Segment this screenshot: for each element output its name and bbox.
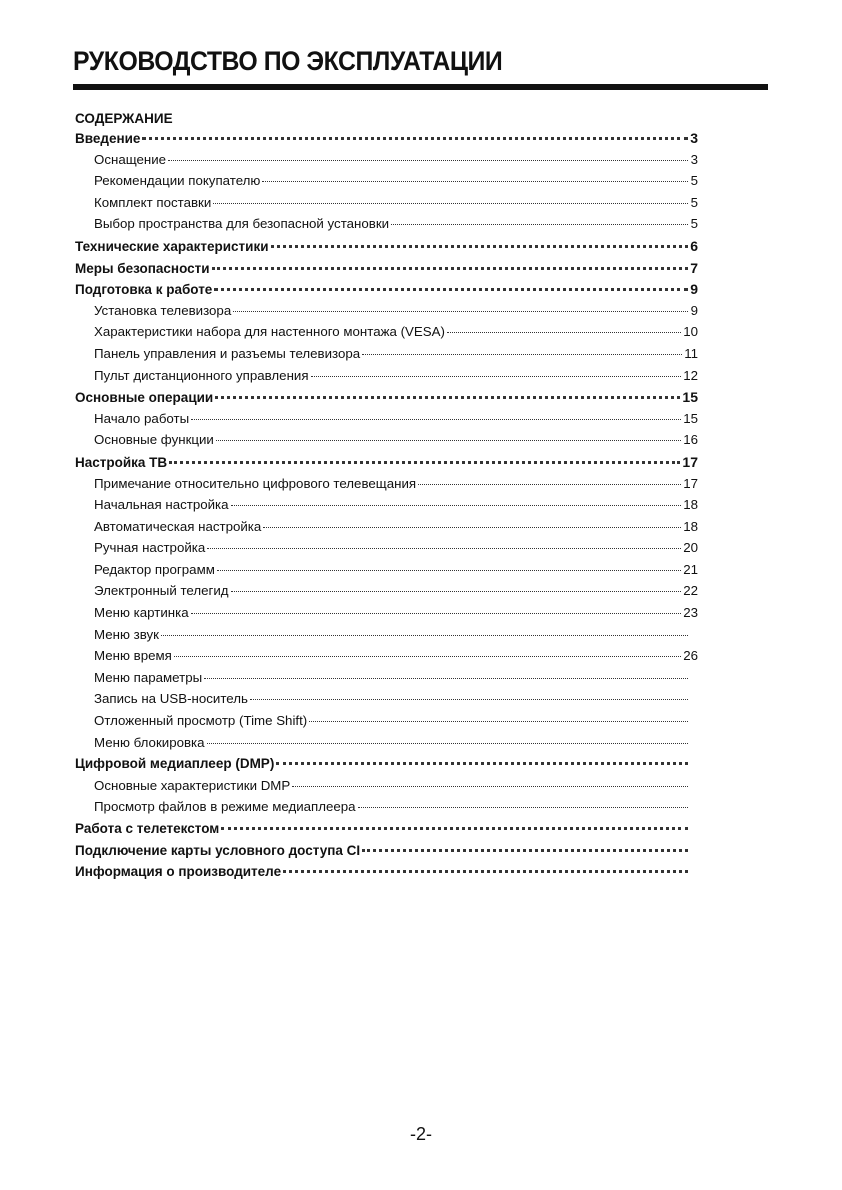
dot-leader [169, 461, 680, 464]
toc-entry-page: 6 [690, 237, 698, 254]
toc-subsection[interactable] [75, 368, 698, 390]
toc-entry-label: Начальная настройка [94, 497, 229, 513]
toc-entry-page: 3 [690, 151, 698, 167]
toc-entry-label: Ручная настройка [94, 540, 206, 556]
toc-section[interactable] [75, 281, 698, 303]
toc-entry-label: Основные функции [94, 432, 214, 448]
toc-entry-page: 5 [690, 216, 698, 232]
dot-leader [233, 311, 688, 312]
toc-entry-page: 11 [684, 345, 698, 361]
toc-entry-label: Примечание относительно цифрового телевещания [94, 475, 417, 491]
toc-entry-label: Отложенный просмотр (Time Shift) [94, 713, 308, 729]
toc-entry-label: Панель управления и разъемы телевизора [94, 345, 361, 361]
toc-section[interactable] [75, 260, 698, 282]
toc-subsection[interactable] [75, 497, 698, 519]
dot-leader [391, 224, 688, 225]
toc-entry-label: Настройка ТВ [75, 454, 168, 470]
toc-entry-label: Меню блокировка [94, 734, 205, 750]
toc-subsection[interactable] [75, 627, 698, 649]
dot-leader [231, 591, 682, 592]
toc-entry-label: Редактор программ [94, 561, 215, 577]
toc-subsection[interactable] [75, 713, 698, 735]
dot-leader [213, 203, 688, 204]
dot-leader [161, 635, 688, 636]
toc-entry-label: Автоматическая настройка [94, 518, 262, 534]
toc-subsection[interactable] [75, 540, 698, 562]
toc-section[interactable] [75, 454, 698, 476]
toc-section[interactable] [75, 238, 698, 260]
toc-entry-label: Просмотр файлов в режиме медиаплеера [94, 799, 356, 815]
dot-leader [276, 762, 688, 765]
dot-leader [204, 678, 688, 679]
dot-leader [362, 849, 688, 852]
toc-entry-label: Основные операции [75, 390, 214, 406]
dot-leader [447, 332, 681, 333]
dot-leader [263, 527, 681, 528]
toc-subsection[interactable] [75, 691, 698, 713]
toc-entry-page: 22 [683, 583, 698, 599]
toc-entry-page: 3 [690, 130, 698, 146]
dot-leader [292, 786, 688, 787]
toc-entry-label: Меню картинка [94, 605, 189, 621]
toc-subsection[interactable] [75, 346, 698, 368]
toc-section[interactable] [75, 130, 698, 152]
dot-leader [362, 354, 682, 355]
toc-entry-label: Подключение карты условного доступа CI [75, 842, 361, 858]
dot-leader [231, 505, 682, 506]
toc-entry-label: Запись на USB-носитель [94, 691, 248, 707]
dot-leader [221, 827, 688, 830]
toc-entry-label: Информация о производителе [75, 864, 282, 880]
dot-leader [250, 699, 688, 700]
dot-leader [207, 743, 688, 744]
toc-entry-label: Меню время [94, 648, 172, 664]
dot-leader [207, 548, 681, 549]
toc-subsection[interactable] [75, 519, 698, 541]
dot-leader [142, 137, 688, 140]
toc-subsection[interactable] [75, 735, 698, 757]
dot-leader [217, 570, 681, 571]
toc-entry-page: 5 [690, 194, 698, 210]
toc-subsection[interactable] [75, 152, 698, 174]
toc-section[interactable] [75, 756, 698, 778]
dot-leader [216, 440, 681, 441]
toc-subsection[interactable] [75, 648, 698, 670]
toc-entry-label: Подготовка к работе [75, 282, 213, 298]
toc-subsection[interactable] [75, 605, 698, 627]
toc-entry-label: Начало работы [94, 410, 190, 426]
toc-section[interactable] [75, 389, 698, 411]
toc-entry-label: Комплект поставки [94, 194, 212, 210]
dot-leader [168, 160, 688, 161]
dot-leader [214, 288, 688, 291]
toc-entry-label: Введение [75, 131, 141, 146]
toc-subsection[interactable] [75, 799, 698, 821]
toc-entry-page: 18 [683, 497, 698, 513]
dot-leader [271, 245, 688, 248]
toc-entry-label: Пульт дистанционного управления [94, 367, 309, 383]
toc-entry-label: Характеристики набора для настенного монтажа (VESA) [94, 324, 445, 340]
toc-entry-label: Оснащение [94, 151, 167, 167]
toc-entry-label: Выбор пространства для безопасной установки [94, 216, 390, 232]
toc-entry-page: 20 [683, 540, 698, 556]
toc-entry-page: 15 [683, 410, 698, 426]
toc-entry-page: 17 [682, 453, 698, 470]
toc-entry-page: 21 [683, 561, 698, 577]
dot-leader [215, 396, 680, 399]
toc-section[interactable] [75, 864, 698, 886]
toc-subsection[interactable] [75, 216, 698, 238]
toc-subsection[interactable] [75, 411, 698, 433]
toc-subsection[interactable] [75, 778, 698, 800]
dot-leader [309, 721, 688, 722]
toc-entry-page: 17 [683, 475, 698, 491]
toc-subsection[interactable] [75, 324, 698, 346]
document-title: РУКОВОДСТВО ПО ЭКСПЛУАТАЦИИ [73, 46, 503, 76]
toc-subsection[interactable] [75, 562, 698, 584]
dot-leader [311, 376, 682, 377]
toc-section[interactable] [75, 843, 698, 865]
toc-entry-label: Рекомендации покупателю [94, 173, 261, 189]
toc-entry-page: 12 [683, 367, 698, 383]
toc-entry-label: Меры безопасности [75, 260, 210, 276]
toc-subsection[interactable] [75, 670, 698, 692]
toc-entry-label: Электронный телегид [94, 583, 229, 599]
toc-subsection[interactable] [75, 195, 698, 217]
toc-entry-label: Основные характеристики DMP [94, 777, 291, 793]
title-underline [73, 84, 768, 90]
toc-section[interactable] [75, 821, 698, 843]
toc-entry-page: 23 [683, 605, 698, 621]
toc-entry-label: Цифровой медиаплеер (DMP) [75, 756, 275, 772]
page-number: -2- [410, 1124, 432, 1144]
dot-leader [358, 807, 688, 808]
toc-entry-page: 7 [690, 259, 698, 276]
toc-subsection[interactable] [75, 303, 698, 325]
toc-subsection[interactable] [75, 476, 698, 498]
toc-entry-page: 18 [683, 518, 698, 534]
toc-entry-page: 26 [683, 648, 698, 664]
toc-entry-label: Установка телевизора [94, 302, 232, 318]
toc-entry-label: Работа с телетекстом [75, 821, 220, 836]
dot-leader [191, 419, 681, 420]
toc-entry-label: Технические характеристики [75, 238, 269, 254]
dot-leader [212, 267, 688, 270]
toc-subsection[interactable] [75, 583, 698, 605]
dot-leader [174, 656, 681, 657]
toc-entry-page: 10 [683, 324, 698, 340]
dot-leader [191, 613, 682, 614]
toc-heading: СОДЕРЖАНИЕ [75, 111, 173, 126]
toc-subsection[interactable] [75, 432, 698, 454]
toc-entry-page: 5 [690, 173, 698, 189]
dot-leader [283, 870, 688, 873]
table-of-contents [75, 130, 698, 886]
toc-entry-page: 15 [682, 389, 698, 406]
toc-entry-page: 9 [690, 302, 698, 318]
toc-subsection[interactable] [75, 173, 698, 195]
dot-leader [262, 181, 688, 182]
toc-entry-page: 9 [690, 281, 698, 298]
toc-entry-label: Меню звук [94, 626, 159, 642]
toc-entry-page: 16 [683, 432, 698, 448]
toc-entry-label: Меню параметры [94, 669, 203, 685]
dot-leader [418, 484, 681, 485]
